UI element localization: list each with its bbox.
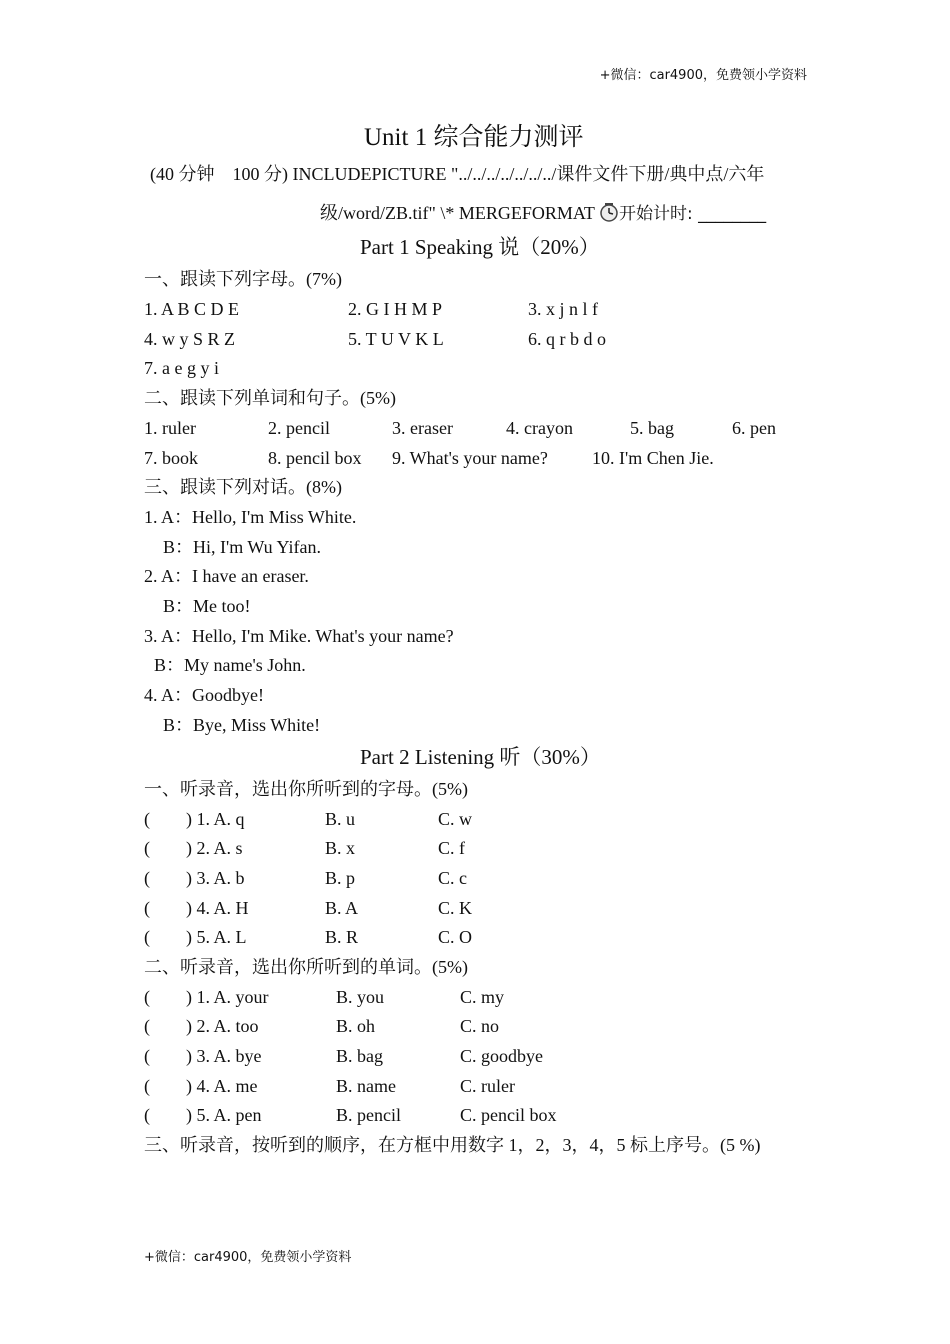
question-option-b: B. you: [336, 987, 385, 1007]
letter-group: 3. x j n l f: [528, 299, 598, 319]
question-option-c: C. K: [438, 898, 473, 918]
p1-s3-heading: 三、跟读下列对话。(8%): [144, 477, 342, 497]
subtitle-line2-a: 级/word/ZB.tif" \* MERGEFORMAT: [320, 203, 595, 223]
question-option-b: B. name: [336, 1076, 396, 1096]
letter-group: 6. q r b d o: [528, 329, 606, 349]
question-option-a: ( ) 2. A. too: [144, 1016, 259, 1036]
question-option-c: C. ruler: [460, 1076, 515, 1096]
question-option-a: ( ) 2. A. s: [144, 838, 243, 858]
word-item: 8. pencil box: [268, 448, 362, 468]
question-option-c: C. w: [438, 809, 473, 829]
clock-icon: [599, 202, 619, 222]
letter-group: 5. T U V K L: [348, 329, 444, 349]
subtitle-line1: (40 分钟 100 分) INCLUDEPICTURE "../../../../../../../课件文件下册/典中点/六年: [150, 164, 765, 184]
question-option-a: ( ) 3. A. bye: [144, 1046, 262, 1066]
word-item: 3. eraser: [392, 418, 453, 438]
subtitle-line2-b: 开始计时: ________: [619, 204, 767, 224]
question-option-c: C. c: [438, 868, 467, 888]
question-option-c: C. f: [438, 838, 465, 858]
question-option-c: C. goodbye: [460, 1046, 543, 1066]
question-option-c: C. my: [460, 987, 505, 1007]
p2-s3-heading: 三、听录音，按听到的顺序，在方框中用数字 1，2，3，4，5 标上序号。(5 %): [144, 1135, 761, 1155]
p1-s1-heading: 一、跟读下列字母。(7%): [144, 269, 342, 289]
question-option-b: B. pencil: [336, 1105, 401, 1125]
p2-s2-heading: 二、听录音，选出你所听到的单词。(5%): [144, 957, 468, 977]
question-option-b: B. x: [325, 838, 356, 858]
question-option-a: ( ) 4. A. me: [144, 1076, 258, 1096]
letter-group: 1. A B C D E: [144, 299, 240, 319]
dialogue-line: B：Me too!: [163, 596, 251, 616]
letter-group: 7. a e g y i: [144, 358, 219, 378]
question-option-a: ( ) 3. A. b: [144, 868, 245, 888]
word-item: 4. crayon: [506, 418, 573, 438]
part2-title: Part 2 Listening 听（30%）: [360, 745, 601, 769]
question-option-c: C. O: [438, 927, 473, 947]
word-item: 7. book: [144, 448, 198, 468]
dialogue-line: B：Bye, Miss White!: [163, 715, 321, 735]
question-option-c: C. pencil box: [460, 1105, 557, 1125]
dialogue-line: 2. A：I have an eraser.: [144, 566, 309, 586]
question-option-a: ( ) 5. A. pen: [144, 1105, 262, 1125]
question-option-b: B. R: [325, 927, 359, 947]
page-title: Unit 1 综合能力测评: [364, 124, 584, 151]
header-note: +微信：car4900，免费领小学资料: [599, 68, 807, 83]
dialogue-line: 4. A：Goodbye!: [144, 685, 264, 705]
dialogue-line: B：My name's John.: [154, 655, 306, 675]
subtitle-line2: [320, 202, 766, 225]
footer-note: +微信：car4900，免费领小学资料: [144, 1250, 352, 1265]
word-item: 6. pen: [732, 418, 776, 438]
word-item: 1. ruler: [144, 418, 196, 438]
p2-s1-heading: 一、听录音，选出你所听到的字母。(5%): [144, 779, 468, 799]
question-option-a: ( ) 1. A. q: [144, 809, 245, 829]
dialogue-line: 1. A：Hello, I'm Miss White.: [144, 507, 357, 527]
letter-group: 2. G I H M P: [348, 299, 443, 319]
question-option-a: ( ) 1. A. your: [144, 987, 269, 1007]
letter-group: 4. w y S R Z: [144, 329, 236, 349]
question-option-b: B. A: [325, 898, 359, 918]
question-option-b: B. oh: [336, 1016, 376, 1036]
word-item: 2. pencil: [268, 418, 330, 438]
dialogue-line: 3. A：Hello, I'm Mike. What's your name?: [144, 626, 454, 646]
p1-s2-heading: 二、跟读下列单词和句子。(5%): [144, 388, 396, 408]
dialogue-line: B：Hi, I'm Wu Yifan.: [163, 537, 322, 557]
question-option-a: ( ) 5. A. L: [144, 927, 247, 947]
question-option-b: B. p: [325, 868, 356, 888]
part1-title: Part 1 Speaking 说（20%）: [360, 235, 600, 259]
word-item: 9. What's your name?: [392, 448, 548, 468]
word-item: 10. I'm Chen Jie.: [592, 448, 714, 468]
question-option-a: ( ) 4. A. H: [144, 898, 249, 918]
word-item: 5. bag: [630, 418, 674, 438]
question-option-c: C. no: [460, 1016, 500, 1036]
question-option-b: B. bag: [336, 1046, 383, 1066]
question-option-b: B. u: [325, 809, 356, 829]
